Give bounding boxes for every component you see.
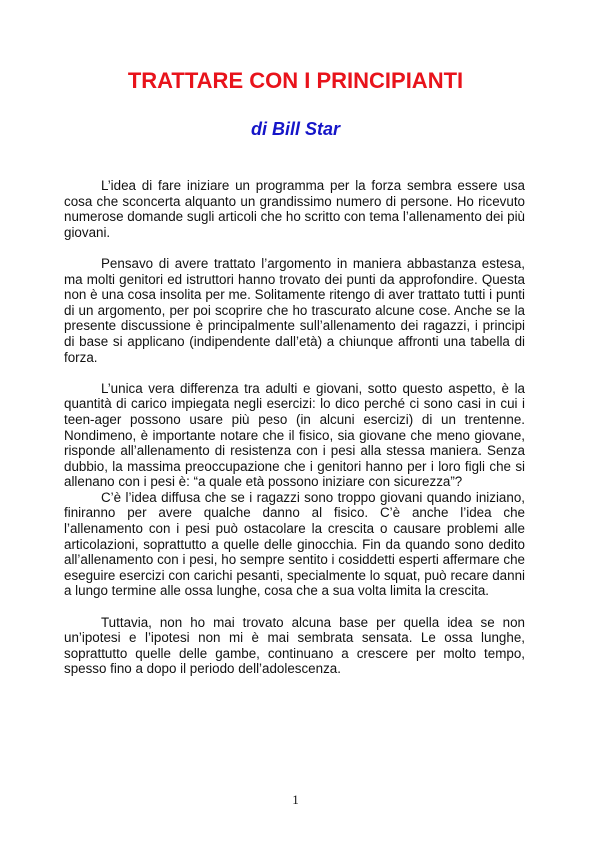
paragraph: L’unica vera differenza tra adulti e giovani, sotto questo aspetto, è la quantità di carico impiegata negli esercizi: lo dico perché ci sono casi in cui i teen-ager possono usare più peso (in alcuni esercizi) di un trentenne. Nondimeno, è importante notare che il fisico, sia giovane che meno giovane, risponde all’allenamento di resistenza con i pesi alla stessa maniera. Senza dubbio, la massima preoccupazione che i genitori hanno per i loro figli che si allenano con i pesi è: “a quale età possono iniziare con sicurezza”?: [64, 380, 525, 490]
document-author: di Bill Star: [250, 119, 340, 139]
paragraph: L’idea di fare iniziare un programma per la forza sembra essere usa cosa che sconcerta alquanto un grandissimo numero di persone. Ho ricevuto numerose domande sugli articoli che ho scritto con tema l’allenamento dei più giovani.: [64, 178, 525, 240]
document-body: [64, 178, 525, 677]
paragraph: C’è l’idea diffusa che se i ragazzi sono troppo giovani quando iniziano, finiranno per avere qualche danno al fisico. C’è anche l’idea che l’allenamento con i pesi può ostacolare la crescita o causare problemi alle articolazioni, soprattutto a quelle delle ginocchia. Fin da quando sono dedito all’allenamento con i pesi, ho sempre sentito i cosiddetti esperti affermare che eseguire esercizi con carichi pesanti, specialmente lo squat, può recare danni a lungo termine alle ossa lunghe, cosa che a sua volta limita la crescita.: [64, 489, 525, 599]
document-title: TRATTARE CON I PRINCIPIANTI: [127, 68, 464, 93]
paragraph: Pensavo di avere trattato l’argomento in maniera abbastanza estesa, ma molti genitori ed istruttori hanno trovato dei punti da approfondire. Questa non è una cosa insolita per me. Solitamente ritengo di aver trattato tutti i punti di un argomento, per poi scoprire che ho trascurato alcune cose. Anche se la presente discussione è principalmente sull’allenamento dei ragazzi, i principi di base si applicano (indipendente dall’età) a chiunque affronti una tabella di forza.: [64, 255, 525, 365]
page-number: 1: [292, 792, 299, 807]
paragraph: Tuttavia, non ho mai trovato alcuna base per quella idea se non un’ipotesi e l’ipotesi non mi è mai sembrata sensata. Le ossa lunghe, soprattutto quelle delle gambe, continuano a crescere per molto tempo, spesso fino a dopo il periodo dell’adolescenza.: [64, 614, 525, 677]
